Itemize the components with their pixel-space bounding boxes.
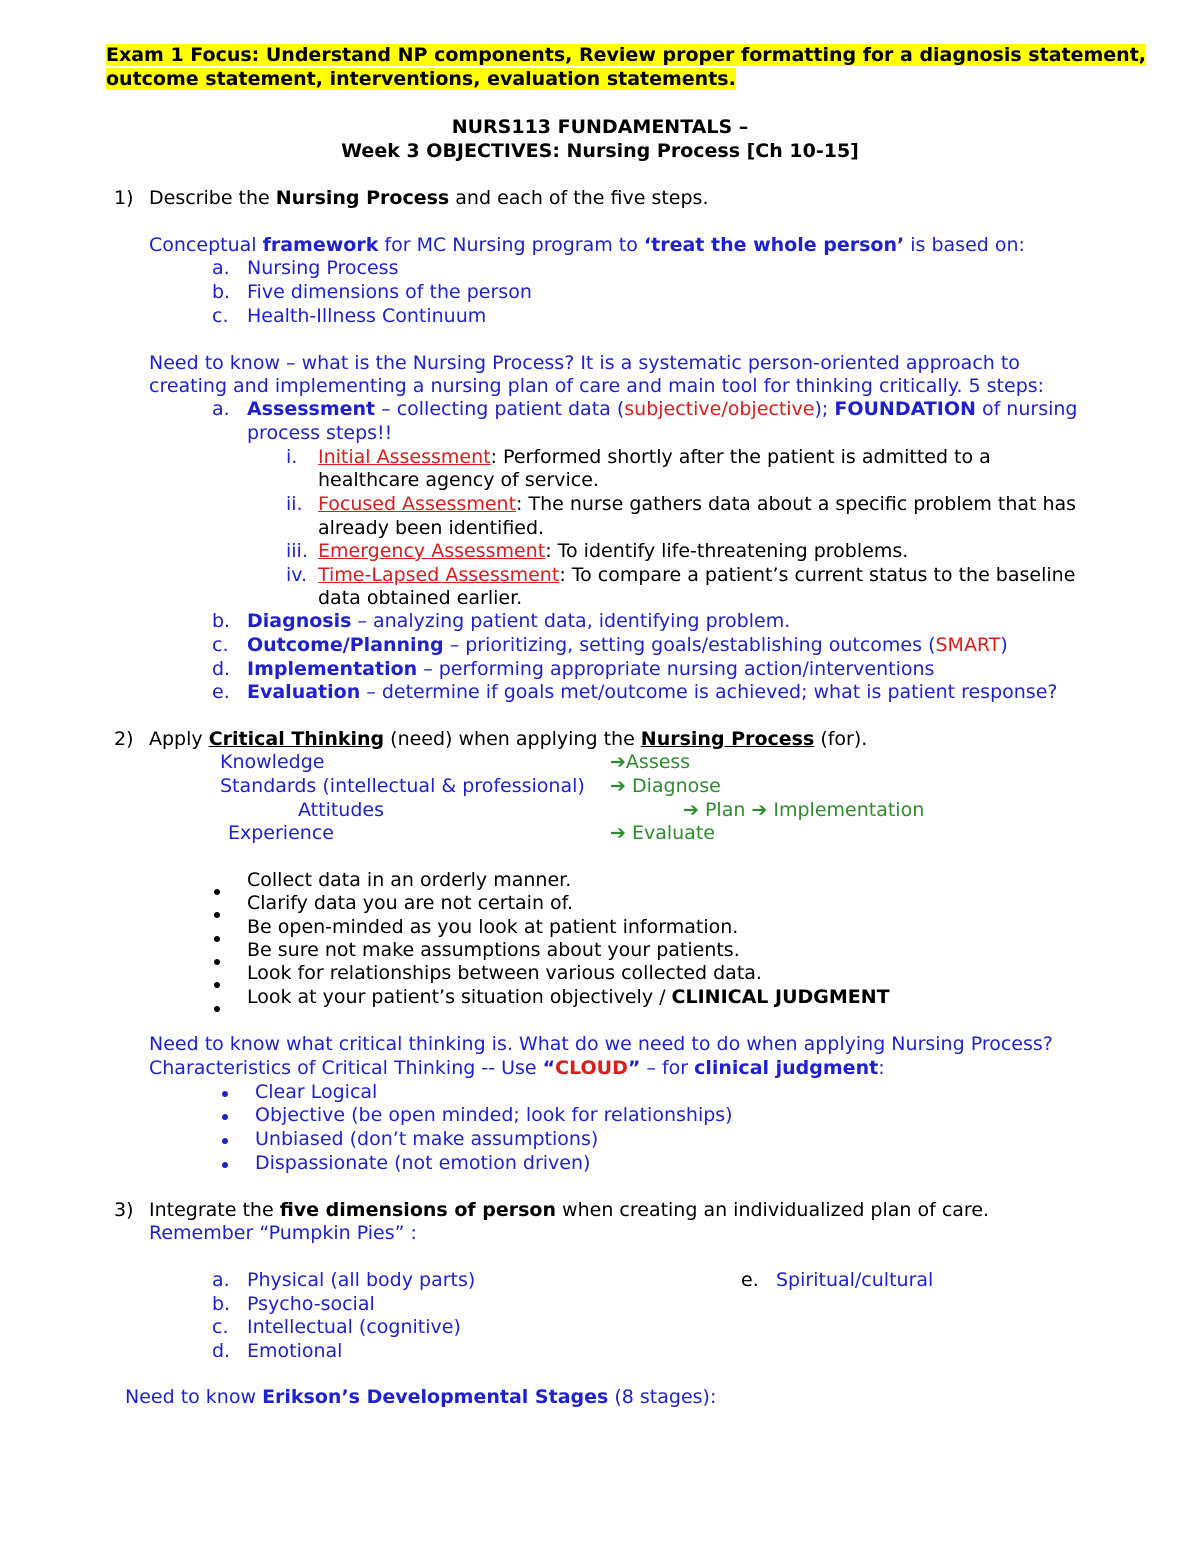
list-marker: a. bbox=[212, 257, 230, 279]
step-outcome bbox=[247, 633, 1008, 657]
step-marker: c. bbox=[212, 634, 229, 656]
bullet-icon bbox=[214, 900, 220, 924]
clinical-judgment-label: CLINICAL JUDGMENT bbox=[671, 986, 890, 1008]
list-item: Intellectual (cognitive) bbox=[247, 1316, 461, 1338]
page-subtitle: Week 3 OBJECTIVES: Nursing Process [Ch 10-15] bbox=[341, 140, 859, 162]
erikson-label: Erikson’s Developmental Stages bbox=[262, 1386, 609, 1408]
list-item: Be open-minded as you look at patient information. bbox=[247, 916, 739, 938]
ct-right-evaluate: ➔ Evaluate bbox=[610, 822, 715, 844]
list-item-text: Five dimensions of the person bbox=[247, 281, 532, 303]
outcome-label: Outcome/Planning bbox=[247, 634, 444, 656]
list-item-text: Nursing Process bbox=[247, 257, 399, 279]
sub-text: : To compare a patient’s current status to the baseline bbox=[559, 564, 1076, 586]
framework-post: is based on: bbox=[904, 234, 1025, 256]
list-marker: c. bbox=[212, 305, 229, 327]
step-marker: e. bbox=[212, 681, 230, 703]
list-item: Physical (all body parts) bbox=[247, 1269, 476, 1291]
focused-assessment-label: Focused Assessment bbox=[318, 493, 517, 515]
bullet-icon bbox=[214, 994, 220, 1018]
question-1-number: 1) bbox=[114, 187, 134, 209]
page-title: NURS113 FUNDAMENTALS – bbox=[451, 116, 749, 138]
step-evaluation bbox=[247, 680, 1057, 704]
ct-left-experience: Experience bbox=[228, 822, 334, 844]
sub-marker: iv. bbox=[286, 564, 308, 586]
list-item bbox=[247, 985, 890, 1009]
cloud-label: CLOUD bbox=[555, 1057, 628, 1079]
q2-post: (for). bbox=[814, 728, 868, 750]
diagnosis-label: Diagnosis bbox=[247, 610, 352, 632]
sub-text-2: data obtained earlier. bbox=[318, 587, 523, 609]
evaluation-text: – determine if goals met/outcome is achieved; what is patient response? bbox=[360, 681, 1058, 703]
bullet-icon bbox=[214, 924, 220, 948]
whole-person-bold: ‘treat the whole person’ bbox=[643, 234, 905, 256]
list-item: Clarify data you are not certain of. bbox=[247, 892, 573, 914]
sub-marker: iii. bbox=[286, 540, 308, 562]
list-item: Emotional bbox=[247, 1340, 343, 1362]
bullet-icon bbox=[222, 1102, 228, 1126]
framework-pre: Conceptual bbox=[149, 234, 263, 256]
bullet-icon bbox=[214, 970, 220, 994]
sub-text-2: already been identified. bbox=[318, 517, 545, 539]
framework-bold: framework bbox=[262, 234, 379, 256]
ct-right-assess: ➔Assess bbox=[610, 751, 691, 773]
step-marker: d. bbox=[212, 658, 231, 680]
list-item bbox=[212, 304, 229, 328]
smart-label: SMART bbox=[935, 634, 1001, 656]
implementation-text: – performing appropriate nursing action/interventions bbox=[417, 658, 935, 680]
exam-focus-text-1: Exam 1 Focus: Understand NP components, Review proper formatting for a diagnosis statement, bbox=[106, 44, 1146, 66]
remember-pumpkin-pies: Remember “Pumpkin Pies” : bbox=[149, 1222, 417, 1244]
q3-pre: Integrate the bbox=[149, 1199, 280, 1221]
step-implementation bbox=[247, 657, 934, 681]
dim-marker: c. bbox=[212, 1316, 229, 1338]
list-item: Be sure not make assumptions about your patients. bbox=[247, 939, 740, 961]
assessment-label: Assessment bbox=[247, 398, 376, 420]
bullet-icon bbox=[222, 1150, 228, 1174]
list-item bbox=[212, 256, 230, 280]
question-2-text bbox=[149, 727, 867, 751]
ct-right-diagnose: ➔ Diagnose bbox=[610, 775, 721, 797]
q3-post: when creating an individualized plan of care. bbox=[556, 1199, 990, 1221]
q1-post: and each of the five steps. bbox=[449, 187, 709, 209]
assessment-text: – collecting patient data ( bbox=[375, 398, 625, 420]
initial-assessment-label: Initial Assessment bbox=[318, 446, 491, 468]
foundation-label: FOUNDATION bbox=[834, 398, 976, 420]
list-item bbox=[212, 280, 230, 304]
exam-focus-text-2: outcome statement, interventions, evaluation statements. bbox=[106, 68, 736, 90]
time-lapsed-assessment-label: Time-Lapsed Assessment bbox=[318, 564, 560, 586]
step-marker: a. bbox=[212, 398, 230, 420]
ct-right-plan: ➔ Plan ➔ Implementation bbox=[683, 799, 925, 821]
framework-line bbox=[149, 233, 1025, 257]
quote-open: “ bbox=[542, 1057, 556, 1079]
framework-mid: for MC Nursing program to bbox=[378, 234, 644, 256]
sub-text-2: healthcare agency of service. bbox=[318, 469, 599, 491]
char-pre: Characteristics of Critical Thinking -- Use bbox=[149, 1057, 543, 1079]
list-item-text: Health-Illness Continuum bbox=[247, 305, 487, 327]
q2-pre: Apply bbox=[149, 728, 209, 750]
sub-text: : The nurse gathers data about a specific problem that has bbox=[516, 493, 1077, 515]
evaluation-label: Evaluation bbox=[247, 681, 361, 703]
list-item: Collect data in an orderly manner. bbox=[247, 869, 572, 891]
dim-marker: d. bbox=[212, 1340, 231, 1362]
erikson-pre: Need to know bbox=[125, 1386, 263, 1408]
critical-thinking-label: Critical Thinking bbox=[208, 728, 385, 750]
list-item: Look for relationships between various collected data. bbox=[247, 962, 762, 984]
sub-item-initial bbox=[318, 445, 991, 469]
step-diagnosis bbox=[247, 609, 790, 633]
list-item: Unbiased (don’t make assumptions) bbox=[255, 1128, 599, 1150]
question-2-number: 2) bbox=[114, 728, 134, 750]
five-dimensions-label: five dimensions of person bbox=[279, 1199, 557, 1221]
step-assessment bbox=[247, 397, 1077, 421]
list-item: Psycho-social bbox=[247, 1293, 375, 1315]
diagnosis-text: – analyzing patient data, identifying problem. bbox=[351, 610, 791, 632]
bullet-icon bbox=[214, 877, 220, 901]
question-3-number: 3) bbox=[114, 1199, 134, 1221]
need-to-know-np-2: creating and implementing a nursing plan of care and main tool for thinking critically. 5 steps: bbox=[149, 375, 1045, 397]
ct-left-standards: Standards (intellectual & professional) bbox=[220, 775, 585, 797]
q2-mid: (need) when applying the bbox=[384, 728, 641, 750]
assessment-post2: of nursing bbox=[975, 398, 1078, 420]
char-mid: – for bbox=[640, 1057, 695, 1079]
clinical-judgment-bold: clinical judgment bbox=[694, 1057, 879, 1079]
subjective-objective: subjective/objective bbox=[624, 398, 815, 420]
list-item: Dispassionate (not emotion driven) bbox=[255, 1152, 591, 1174]
sub-item-focused bbox=[318, 492, 1076, 516]
outcome-text: – prioritizing, setting goals/establishing outcomes ( bbox=[443, 634, 936, 656]
emergency-assessment-label: Emergency Assessment bbox=[318, 540, 546, 562]
sub-marker: i. bbox=[286, 446, 298, 468]
dim-marker: b. bbox=[212, 1293, 231, 1315]
quote-close: ” bbox=[627, 1057, 641, 1079]
outcome-post: ) bbox=[1000, 634, 1008, 656]
bullet-icon bbox=[222, 1126, 228, 1150]
assessment-post: ); bbox=[814, 398, 835, 420]
ct-left-attitudes: Attitudes bbox=[298, 799, 384, 821]
exam-focus-line-1 bbox=[106, 43, 1146, 67]
bullet-text: Look at your patient’s situation objectively / bbox=[247, 986, 672, 1008]
bullet-icon bbox=[222, 1079, 228, 1103]
sub-item-time-lapsed bbox=[318, 563, 1075, 587]
q1-bold: Nursing Process bbox=[275, 187, 450, 209]
dim-marker: a. bbox=[212, 1269, 230, 1291]
nursing-process-label: Nursing Process bbox=[640, 728, 815, 750]
list-item: Spiritual/cultural bbox=[776, 1269, 934, 1291]
implementation-label: Implementation bbox=[247, 658, 418, 680]
question-3-text bbox=[149, 1198, 989, 1222]
q1-pre: Describe the bbox=[149, 187, 276, 209]
question-1-text bbox=[149, 186, 709, 210]
list-marker: b. bbox=[212, 281, 231, 303]
ct-left-knowledge: Knowledge bbox=[220, 751, 325, 773]
dim-marker: e. bbox=[741, 1269, 759, 1291]
erikson-post: (8 stages): bbox=[608, 1386, 717, 1408]
list-item: Clear Logical bbox=[255, 1081, 378, 1103]
bullet-icon bbox=[214, 947, 220, 971]
sub-text: : Performed shortly after the patient is admitted to a bbox=[490, 446, 991, 468]
char-post: : bbox=[878, 1057, 885, 1079]
sub-marker: ii. bbox=[286, 493, 303, 515]
list-item: Objective (be open minded; look for relationships) bbox=[255, 1104, 733, 1126]
step-marker: b. bbox=[212, 610, 231, 632]
need-to-know-np-1: Need to know – what is the Nursing Process? It is a systematic person-oriented approach to bbox=[149, 352, 1020, 374]
sub-item-emergency bbox=[318, 539, 908, 563]
cloud-characteristics bbox=[149, 1056, 885, 1080]
step-assessment-line-2: process steps!! bbox=[247, 422, 393, 444]
erikson-line bbox=[125, 1385, 716, 1409]
sub-text: : To identify life-threatening problems. bbox=[545, 540, 909, 562]
exam-focus-line-2 bbox=[106, 67, 736, 91]
need-to-know-ct: Need to know what critical thinking is. What do we need to do when applying Nursing Process? bbox=[149, 1033, 1053, 1055]
